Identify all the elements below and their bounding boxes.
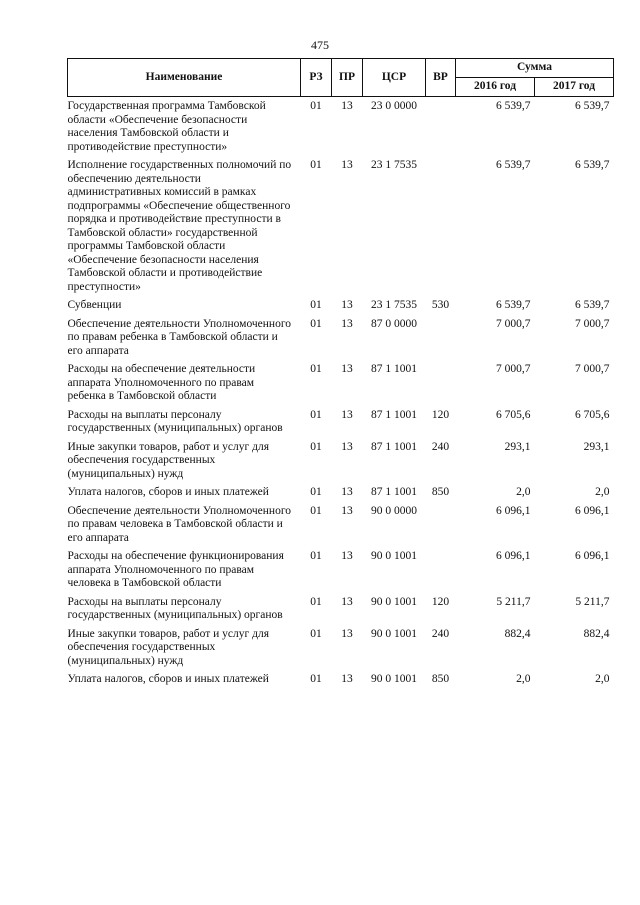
cell-pr: 13 — [341, 504, 353, 517]
cell-name: Иные закупки товаров, работ и услуг для обеспечения государственных (муниципальных) нужд — [67, 440, 269, 480]
cell-csr: 90 0 1001 — [371, 595, 417, 608]
cell-csr: 90 0 1001 — [371, 673, 417, 685]
cell-pr: 13 — [341, 159, 353, 171]
cell-sum-2017: 6 096,1 — [575, 504, 610, 517]
cell-pr: 13 — [341, 363, 353, 375]
cell-name: Иные закупки товаров, работ и услуг для обеспечения государственных (муниципальных) нужд — [67, 627, 269, 667]
table-body — [68, 97, 614, 689]
cell-csr: 23 0 0000 — [371, 100, 417, 112]
cell-csr: 23 1 7535 — [371, 299, 417, 311]
cell-rz: 01 — [310, 440, 322, 453]
cell-csr: 87 0 0000 — [371, 317, 417, 330]
cell-rz: 01 — [310, 550, 322, 562]
cell-csr: 90 0 0000 — [371, 504, 417, 517]
cell-sum-2016: 6 539,7 — [496, 159, 531, 171]
cell-sum-2016: 6 705,6 — [496, 408, 531, 421]
table-row — [68, 670, 614, 689]
cell-pr: 13 — [341, 673, 353, 685]
table-row — [68, 315, 614, 361]
cell-sum-2016: 293,1 — [504, 440, 531, 453]
cell-sum-2017: 6 096,1 — [575, 550, 610, 562]
cell-csr: 87 1 1001 — [371, 408, 417, 421]
table-row — [68, 483, 614, 502]
budget-table — [67, 58, 614, 689]
table-row — [68, 97, 614, 157]
cell-sum-2016: 882,4 — [504, 627, 531, 640]
cell-sum-2017: 293,1 — [583, 440, 610, 453]
cell-rz: 01 — [310, 673, 322, 685]
cell-csr: 90 0 1001 — [371, 627, 417, 640]
cell-name: Уплата налогов, сборов и иных платежей — [67, 486, 269, 498]
header-vr: ВР — [426, 59, 456, 97]
cell-rz: 01 — [310, 100, 322, 112]
cell-rz: 01 — [310, 486, 322, 498]
cell-sum-2017: 5 211,7 — [575, 595, 610, 608]
cell-vr — [426, 315, 456, 361]
cell-sum-2017: 6 539,7 — [575, 299, 610, 311]
table-row — [68, 296, 614, 315]
cell-sum-2017: 7 000,7 — [575, 317, 610, 330]
cell-name: Государственная программа Тамбовской области «Обеспечение безопасности населения Тамбовской области и противодействие преступности» — [67, 100, 266, 153]
cell-rz: 01 — [310, 159, 322, 171]
cell-pr: 13 — [341, 317, 353, 330]
cell-name: Субвенции — [67, 299, 122, 311]
header-csr: ЦСР — [363, 59, 426, 97]
cell-sum-2016: 6 539,7 — [496, 100, 531, 112]
cell-vr — [426, 360, 456, 406]
cell-pr: 13 — [341, 299, 353, 311]
cell-sum-2017: 6 539,7 — [575, 159, 610, 171]
cell-vr: 850 — [431, 486, 450, 498]
cell-sum-2016: 6 539,7 — [496, 299, 531, 311]
cell-vr — [426, 156, 456, 296]
table-row — [68, 547, 614, 593]
cell-csr: 23 1 7535 — [371, 159, 417, 171]
cell-pr: 13 — [341, 100, 353, 112]
cell-sum-2017: 882,4 — [583, 627, 610, 640]
table-row — [68, 593, 614, 625]
cell-pr: 13 — [341, 408, 353, 421]
cell-rz: 01 — [310, 317, 322, 330]
cell-name: Исполнение государственных полномочий по обеспечению деятельности административных комиссий в рамках подпрограммы «Обеспечение общественного порядка и противодействие преступности в Тамбовской области» государственной программы Тамбовской области «Обеспечение безопасности населения Тамбовской области и противодействие преступности» — [67, 159, 292, 293]
table-row — [68, 625, 614, 671]
header-name: Наименование — [68, 59, 301, 97]
cell-vr — [426, 97, 456, 157]
cell-pr: 13 — [341, 550, 353, 562]
cell-sum-2017: 2,0 — [595, 486, 610, 498]
cell-csr: 87 1 1001 — [371, 363, 417, 375]
cell-name: Расходы на обеспечение функционирования аппарата Уполномоченного по правам человека в Тамбовской области — [67, 550, 284, 589]
cell-sum-2017: 6 705,6 — [575, 408, 610, 421]
cell-vr — [426, 547, 456, 593]
table-row — [68, 360, 614, 406]
cell-name: Обеспечение деятельности Уполномоченного по правам человека в Тамбовской области и его аппарата — [67, 504, 292, 544]
page-number: 475 — [311, 38, 329, 52]
cell-csr: 87 1 1001 — [371, 440, 417, 453]
cell-sum-2016: 6 096,1 — [496, 504, 531, 517]
cell-pr: 13 — [341, 627, 353, 640]
header-pr: ПР — [332, 59, 363, 97]
cell-sum-2017: 6 539,7 — [575, 100, 610, 112]
cell-sum-2016: 6 096,1 — [496, 550, 531, 562]
cell-vr: 530 — [431, 299, 450, 311]
cell-sum-2016: 2,0 — [516, 486, 531, 498]
cell-rz: 01 — [310, 408, 322, 421]
cell-sum-2016: 2,0 — [516, 673, 531, 685]
cell-name: Обеспечение деятельности Уполномоченного по правам ребенка в Тамбовской области и его аппарата — [67, 317, 292, 357]
cell-vr: 240 — [431, 440, 450, 453]
cell-rz: 01 — [310, 504, 322, 517]
header-year-2017: 2017 год — [535, 78, 614, 97]
cell-sum-2017: 7 000,7 — [575, 363, 610, 375]
cell-vr: 850 — [431, 673, 450, 685]
cell-rz: 01 — [310, 627, 322, 640]
cell-sum-2016: 7 000,7 — [496, 317, 531, 330]
cell-name: Расходы на выплаты персоналу государственных (муниципальных) органов — [67, 408, 283, 434]
header-year-2016: 2016 год — [456, 78, 535, 97]
cell-sum-2016: 5 211,7 — [496, 595, 531, 608]
cell-pr: 13 — [341, 440, 353, 453]
cell-pr: 13 — [341, 595, 353, 608]
cell-csr: 90 0 1001 — [371, 550, 417, 562]
cell-vr: 120 — [431, 595, 450, 608]
cell-name: Расходы на обеспечение деятельности аппарата Уполномоченного по правам ребенка в Тамбовской области — [67, 363, 256, 402]
table-row — [68, 438, 614, 484]
cell-csr: 87 1 1001 — [371, 486, 417, 498]
cell-vr — [426, 502, 456, 548]
cell-sum-2017: 2,0 — [595, 673, 610, 685]
table-header — [68, 59, 614, 97]
table-row — [68, 502, 614, 548]
header-sum: Сумма — [456, 59, 614, 78]
table-row — [68, 406, 614, 438]
cell-rz: 01 — [310, 363, 322, 375]
cell-sum-2016: 7 000,7 — [496, 363, 531, 375]
cell-vr: 120 — [431, 408, 450, 421]
cell-name: Уплата налогов, сборов и иных платежей — [67, 673, 269, 685]
cell-pr: 13 — [341, 486, 353, 498]
cell-vr: 240 — [431, 627, 450, 640]
cell-name: Расходы на выплаты персоналу государственных (муниципальных) органов — [67, 595, 283, 621]
cell-rz: 01 — [310, 299, 322, 311]
cell-rz: 01 — [310, 595, 322, 608]
table-row — [68, 156, 614, 296]
header-rz: РЗ — [301, 59, 332, 97]
